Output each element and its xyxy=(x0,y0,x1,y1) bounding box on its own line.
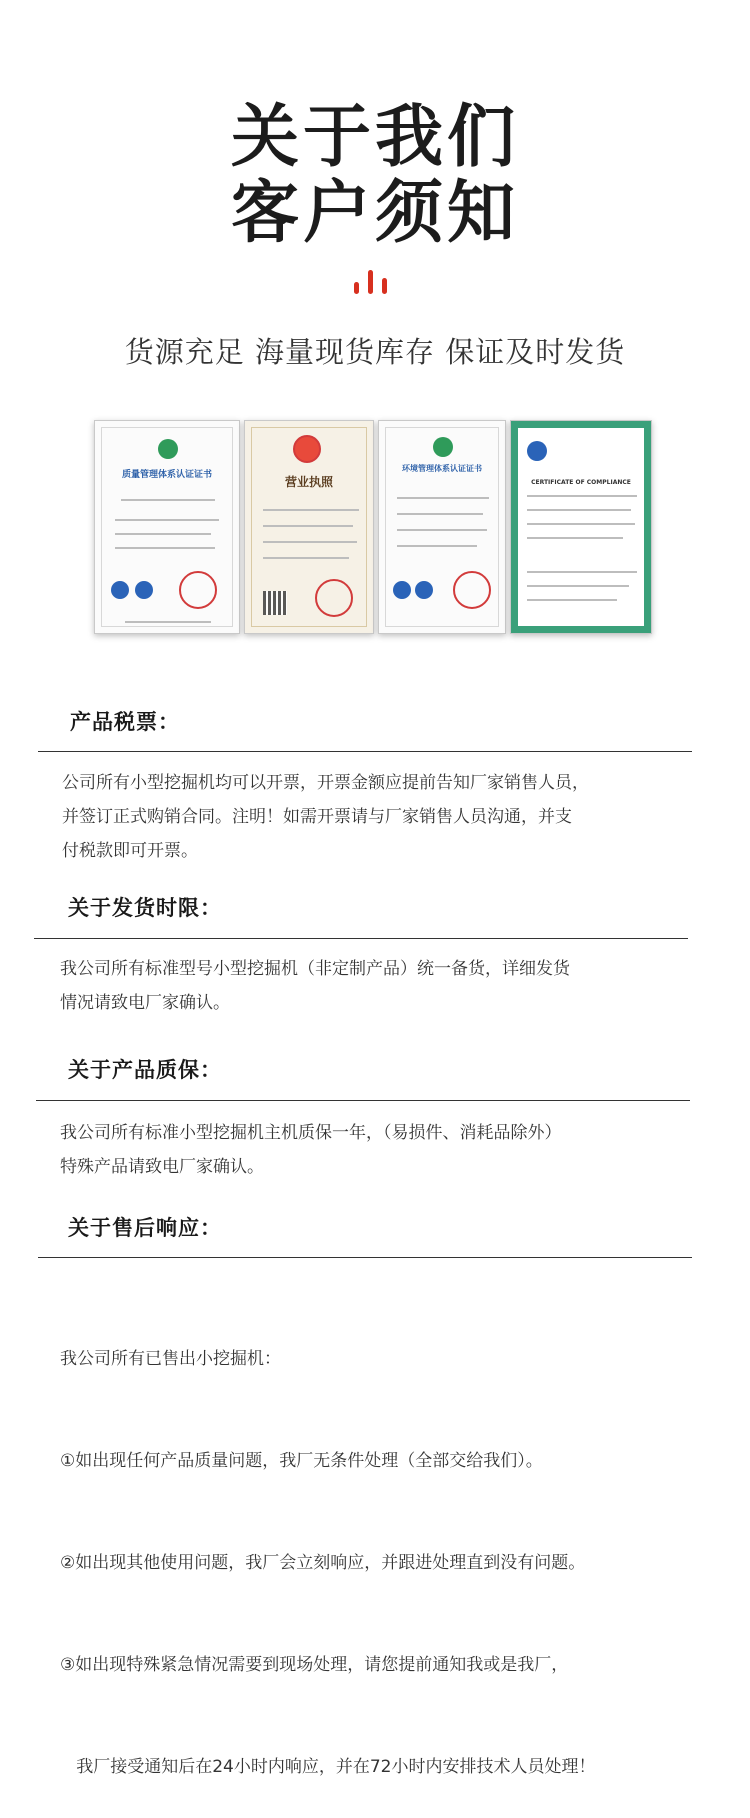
iaf-logo-icon xyxy=(111,581,129,599)
paragraph-line: 并签订正式购销合同。注明！如需开票请与厂家销售人员沟通，并支 xyxy=(62,807,572,827)
cert-emblem-icon xyxy=(433,437,453,457)
section-body-invoice xyxy=(62,766,682,868)
section-heading-invoice: 产品税票： xyxy=(70,710,180,734)
qr-code-icon xyxy=(263,591,287,615)
divider xyxy=(34,938,688,939)
cert-title: CERTIFICATE OF COMPLIANCE xyxy=(531,479,631,486)
page-title-line2: 客户须知 xyxy=(230,174,519,253)
page-title-line1: 关于我们 xyxy=(230,98,519,177)
cnas-logo-icon xyxy=(415,581,433,599)
cert-emblem-icon xyxy=(158,439,178,459)
red-seal-icon xyxy=(315,579,353,617)
ce-compliance-certificate-image xyxy=(510,420,652,634)
paragraph-line: 情况请致电厂家确认。 xyxy=(60,993,230,1013)
section-heading-warranty: 关于产品质保： xyxy=(68,1058,222,1082)
divider xyxy=(38,1257,692,1258)
certificates-strip xyxy=(90,414,656,640)
cnas-logo-icon xyxy=(135,581,153,599)
business-license-image xyxy=(244,420,374,634)
cert-title: 环境管理体系认证证书 xyxy=(402,464,482,473)
bars-decoration-icon xyxy=(354,268,398,294)
cert-title: 营业执照 xyxy=(284,475,333,489)
paragraph-line: 我公司所有标准小型挖掘机主机质保一年，（易损件、消耗品除外） xyxy=(60,1123,562,1143)
divider xyxy=(36,1100,690,1101)
section-heading-shipping: 关于发货时限： xyxy=(68,896,222,920)
cert-title: 质量管理体系认证证书 xyxy=(121,470,212,480)
iaf-logo-icon xyxy=(393,581,411,599)
section-body-after-sales xyxy=(60,1274,700,1818)
paragraph-line: 公司所有小型挖掘机均可以开票，开票金额应提前告知厂家销售人员， xyxy=(62,773,589,793)
quality-certificate-image xyxy=(94,420,240,634)
national-emblem-icon xyxy=(293,435,321,463)
red-seal-icon xyxy=(179,571,217,609)
red-seal-icon xyxy=(453,571,491,609)
environment-certificate-image xyxy=(378,420,506,634)
section-body-warranty xyxy=(60,1116,680,1184)
paragraph-line: 我公司所有标准型号小型挖掘机（非定制产品）统一备货，详细发货 xyxy=(60,959,570,979)
section-heading-after-sales: 关于售后响应： xyxy=(68,1216,222,1240)
subtitle: 货源充足 海量现货库存 保证及时发货 xyxy=(124,335,626,369)
paragraph-line: 特殊产品请致电厂家确认。 xyxy=(60,1157,264,1177)
eu-stars-icon xyxy=(527,441,547,461)
divider xyxy=(38,751,692,752)
section-body-shipping xyxy=(60,952,680,1020)
paragraph-line: ③如出现特殊紧急情况需要到现场处理，请您提前通知我或是我厂， xyxy=(60,1655,569,1675)
paragraph-line: ①如出现任何产品质量问题，我厂无条件处理（全部交给我们）。 xyxy=(60,1451,543,1471)
paragraph-line: 付税款即可开票。 xyxy=(62,841,198,861)
paragraph-line: 我厂接受通知后在24小时内响应，并在72小时内安排技术人员处理！ xyxy=(60,1757,596,1777)
paragraph-line: ②如出现其他使用问题，我厂会立刻响应，并跟进处理直到没有问题。 xyxy=(60,1553,586,1573)
paragraph-line: 我公司所有已售出小挖掘机： xyxy=(60,1349,281,1369)
